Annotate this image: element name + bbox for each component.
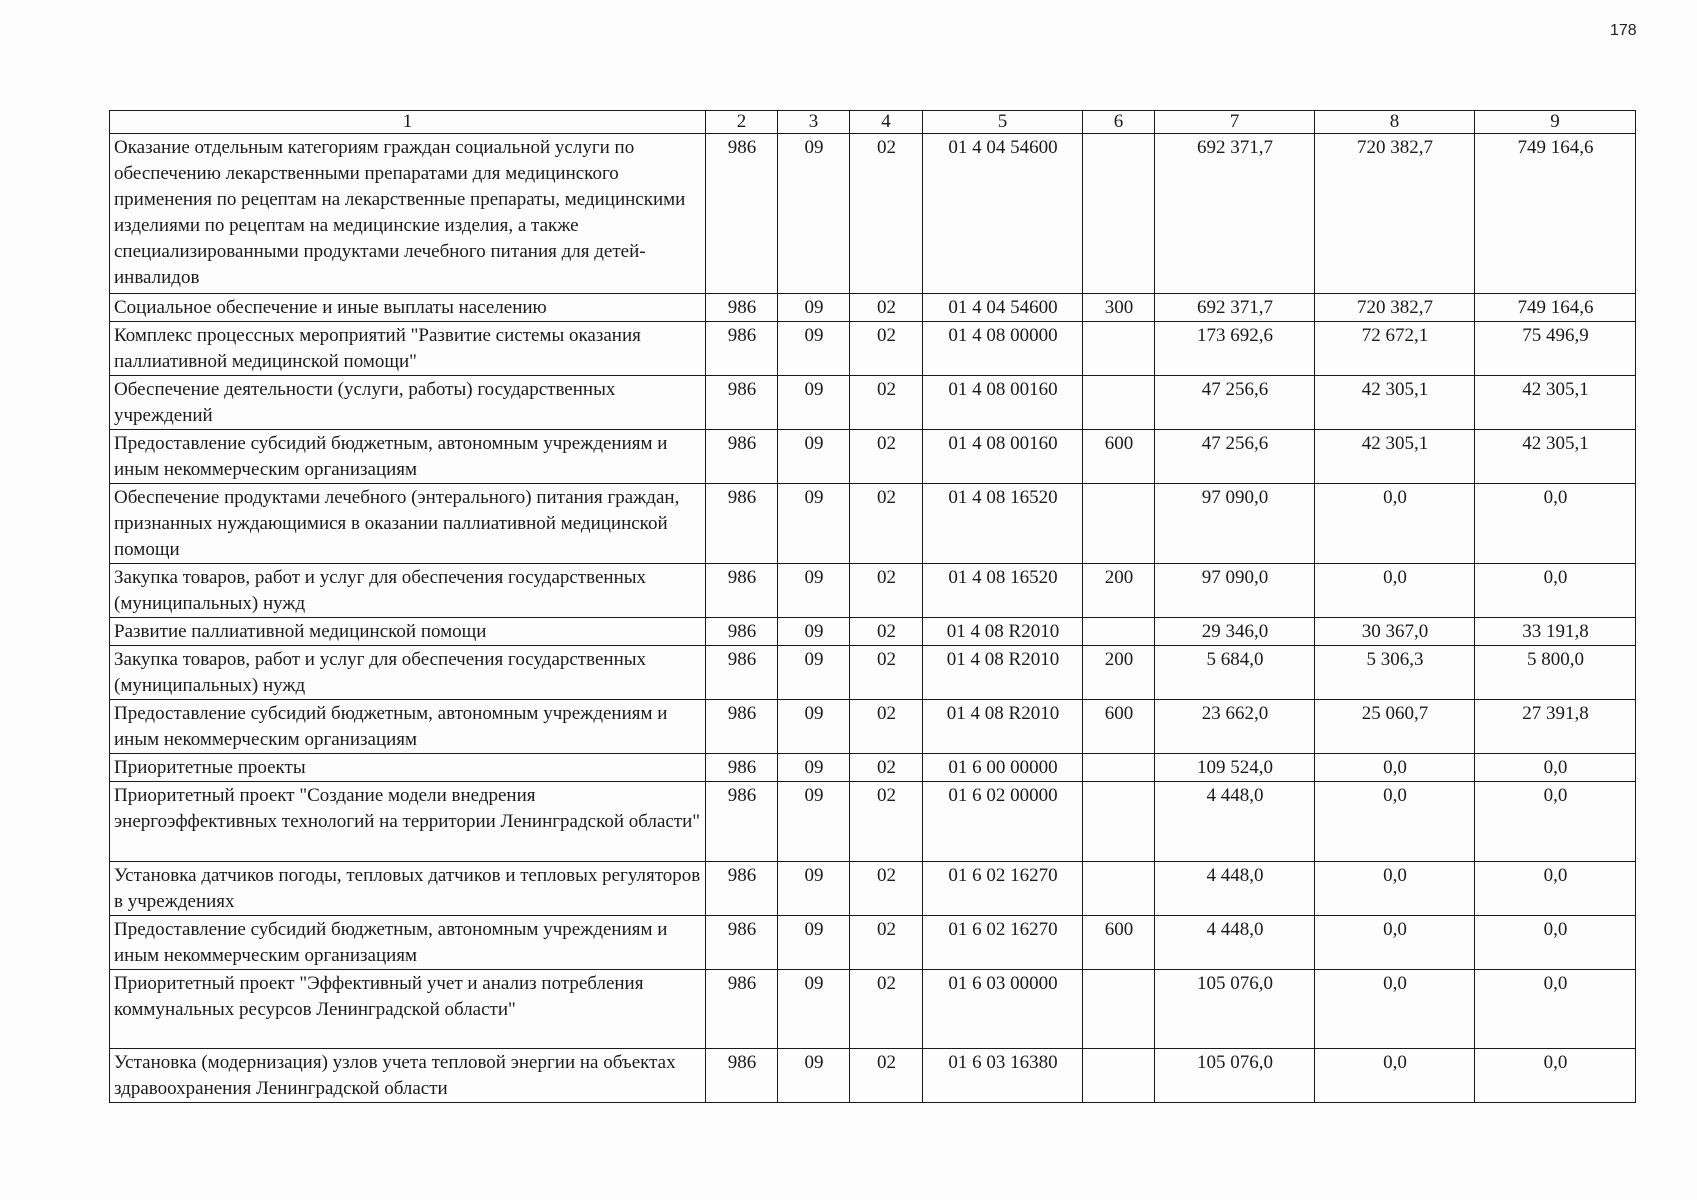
row-name: Приоритетный проект "Эффективный учет и анализ потребления коммунальных ресурсов Ленинградской области"	[110, 970, 706, 1049]
cell-code-4: 02	[850, 916, 923, 970]
cell-amount-7: 692 371,7	[1155, 134, 1315, 294]
cell-amount-8: 0,0	[1315, 484, 1475, 564]
cell-amount-8: 720 382,7	[1315, 294, 1475, 322]
cell-amount-8: 0,0	[1315, 564, 1475, 618]
cell-code-4: 02	[850, 134, 923, 294]
cell-code-2: 986	[706, 970, 778, 1049]
cell-code-2: 986	[706, 700, 778, 754]
cell-code-3: 09	[778, 376, 850, 430]
cell-amount-9: 5 800,0	[1475, 646, 1636, 700]
table-row	[110, 782, 1636, 862]
table-row	[110, 700, 1636, 754]
cell-code-2: 986	[706, 430, 778, 484]
cell-code-6	[1083, 134, 1155, 294]
cell-code-5: 01 4 08 R2010	[923, 618, 1083, 646]
cell-code-3: 09	[778, 862, 850, 916]
cell-code-2: 986	[706, 618, 778, 646]
cell-amount-7: 47 256,6	[1155, 430, 1315, 484]
cell-code-2: 986	[706, 294, 778, 322]
cell-amount-8: 0,0	[1315, 862, 1475, 916]
cell-code-6	[1083, 322, 1155, 376]
cell-amount-7: 29 346,0	[1155, 618, 1315, 646]
cell-amount-9: 0,0	[1475, 782, 1636, 862]
cell-amount-9: 0,0	[1475, 970, 1636, 1049]
cell-code-2: 986	[706, 782, 778, 862]
cell-amount-7: 97 090,0	[1155, 564, 1315, 618]
cell-code-2: 986	[706, 646, 778, 700]
cell-amount-8: 42 305,1	[1315, 430, 1475, 484]
cell-code-6: 200	[1083, 646, 1155, 700]
table-row	[110, 134, 1636, 294]
cell-code-5: 01 6 00 00000	[923, 754, 1083, 782]
cell-amount-7: 692 371,7	[1155, 294, 1315, 322]
cell-code-3: 09	[778, 322, 850, 376]
cell-code-4: 02	[850, 322, 923, 376]
cell-amount-8: 0,0	[1315, 754, 1475, 782]
table-row	[110, 376, 1636, 430]
column-header: 8	[1315, 111, 1475, 134]
cell-code-4: 02	[850, 754, 923, 782]
cell-amount-9: 0,0	[1475, 862, 1636, 916]
cell-amount-7: 47 256,6	[1155, 376, 1315, 430]
table-row	[110, 1049, 1636, 1103]
row-name: Развитие паллиативной медицинской помощи	[110, 618, 706, 646]
table-row	[110, 430, 1636, 484]
cell-amount-8: 0,0	[1315, 782, 1475, 862]
cell-amount-8: 0,0	[1315, 970, 1475, 1049]
cell-code-3: 09	[778, 646, 850, 700]
row-name: Обеспечение деятельности (услуги, работы) государственных учреждений	[110, 376, 706, 430]
cell-code-4: 02	[850, 782, 923, 862]
column-header: 3	[778, 111, 850, 134]
cell-code-6	[1083, 970, 1155, 1049]
cell-code-5: 01 6 02 00000	[923, 782, 1083, 862]
budget-table	[109, 110, 1636, 1103]
row-name: Обеспечение продуктами лечебного (энтерального) питания граждан, признанных нуждающимися в оказании паллиативной медицинской помощи	[110, 484, 706, 564]
cell-code-3: 09	[778, 782, 850, 862]
cell-code-2: 986	[706, 862, 778, 916]
cell-code-6	[1083, 484, 1155, 564]
cell-amount-9: 0,0	[1475, 916, 1636, 970]
cell-code-4: 02	[850, 862, 923, 916]
cell-code-5: 01 6 03 16380	[923, 1049, 1083, 1103]
cell-amount-7: 105 076,0	[1155, 1049, 1315, 1103]
cell-code-3: 09	[778, 700, 850, 754]
column-header: 7	[1155, 111, 1315, 134]
column-header: 4	[850, 111, 923, 134]
cell-code-3: 09	[778, 916, 850, 970]
table-row	[110, 970, 1636, 1049]
cell-amount-9: 27 391,8	[1475, 700, 1636, 754]
cell-code-4: 02	[850, 700, 923, 754]
cell-amount-9: 749 164,6	[1475, 294, 1636, 322]
cell-code-2: 986	[706, 134, 778, 294]
table-row	[110, 646, 1636, 700]
row-name: Предоставление субсидий бюджетным, автономным учреждениям и иным некоммерческим организациям	[110, 916, 706, 970]
cell-code-6	[1083, 376, 1155, 430]
cell-code-4: 02	[850, 564, 923, 618]
row-name: Приоритетные проекты	[110, 754, 706, 782]
cell-code-3: 09	[778, 484, 850, 564]
cell-amount-9: 0,0	[1475, 564, 1636, 618]
cell-code-2: 986	[706, 376, 778, 430]
column-header: 9	[1475, 111, 1636, 134]
cell-code-4: 02	[850, 646, 923, 700]
cell-code-6: 600	[1083, 916, 1155, 970]
cell-amount-7: 4 448,0	[1155, 862, 1315, 916]
row-name: Установка датчиков погоды, тепловых датчиков и тепловых регуляторов в учреждениях	[110, 862, 706, 916]
cell-code-3: 09	[778, 1049, 850, 1103]
row-name: Оказание отдельным категориям граждан социальной услуги по обеспечению лекарственными препаратами для медицинского применения по рецептам на лекарственные препараты, медицинскими изделиями по рецептам на медицинские изделия, а также специализированными продуктами лечебного питания для детей-инвалидов	[110, 134, 706, 294]
cell-code-5: 01 4 08 16520	[923, 564, 1083, 618]
cell-code-2: 986	[706, 484, 778, 564]
cell-code-4: 02	[850, 294, 923, 322]
cell-amount-9: 749 164,6	[1475, 134, 1636, 294]
cell-amount-8: 72 672,1	[1315, 322, 1475, 376]
cell-code-5: 01 4 04 54600	[923, 294, 1083, 322]
row-name: Закупка товаров, работ и услуг для обеспечения государственных (муниципальных) нужд	[110, 646, 706, 700]
cell-code-5: 01 6 02 16270	[923, 916, 1083, 970]
cell-code-6	[1083, 618, 1155, 646]
cell-code-5: 01 4 08 R2010	[923, 700, 1083, 754]
cell-code-6	[1083, 862, 1155, 916]
cell-amount-7: 97 090,0	[1155, 484, 1315, 564]
cell-code-2: 986	[706, 322, 778, 376]
cell-code-5: 01 4 08 00160	[923, 430, 1083, 484]
cell-amount-7: 105 076,0	[1155, 970, 1315, 1049]
column-header: 6	[1083, 111, 1155, 134]
cell-amount-8: 0,0	[1315, 1049, 1475, 1103]
column-header: 5	[923, 111, 1083, 134]
cell-amount-8: 30 367,0	[1315, 618, 1475, 646]
table-row	[110, 322, 1636, 376]
table-row	[110, 862, 1636, 916]
table-row	[110, 754, 1636, 782]
cell-code-3: 09	[778, 618, 850, 646]
cell-code-4: 02	[850, 1049, 923, 1103]
cell-amount-8: 42 305,1	[1315, 376, 1475, 430]
row-name: Закупка товаров, работ и услуг для обеспечения государственных (муниципальных) нужд	[110, 564, 706, 618]
cell-amount-7: 109 524,0	[1155, 754, 1315, 782]
cell-amount-9: 75 496,9	[1475, 322, 1636, 376]
cell-amount-8: 5 306,3	[1315, 646, 1475, 700]
table-row	[110, 294, 1636, 322]
row-name: Предоставление субсидий бюджетным, автономным учреждениям и иным некоммерческим организациям	[110, 700, 706, 754]
row-name: Комплекс процессных мероприятий "Развитие системы оказания паллиативной медицинской помощи"	[110, 322, 706, 376]
cell-amount-8: 720 382,7	[1315, 134, 1475, 294]
row-name: Установка (модернизация) узлов учета тепловой энергии на объектах здравоохранения Ленинградской области	[110, 1049, 706, 1103]
cell-code-2: 986	[706, 916, 778, 970]
cell-code-6	[1083, 1049, 1155, 1103]
cell-amount-9: 0,0	[1475, 484, 1636, 564]
cell-code-3: 09	[778, 134, 850, 294]
cell-code-5: 01 6 03 00000	[923, 970, 1083, 1049]
table-row	[110, 916, 1636, 970]
cell-amount-9: 0,0	[1475, 754, 1636, 782]
cell-code-3: 09	[778, 294, 850, 322]
cell-code-6: 300	[1083, 294, 1155, 322]
cell-code-6	[1083, 782, 1155, 862]
cell-amount-7: 23 662,0	[1155, 700, 1315, 754]
row-name: Социальное обеспечение и иные выплаты населению	[110, 294, 706, 322]
cell-code-3: 09	[778, 430, 850, 484]
cell-code-6	[1083, 754, 1155, 782]
cell-code-3: 09	[778, 970, 850, 1049]
cell-code-5: 01 4 04 54600	[923, 134, 1083, 294]
cell-code-5: 01 4 08 00160	[923, 376, 1083, 430]
cell-code-2: 986	[706, 754, 778, 782]
cell-code-4: 02	[850, 484, 923, 564]
cell-amount-9: 0,0	[1475, 1049, 1636, 1103]
cell-code-4: 02	[850, 618, 923, 646]
cell-code-3: 09	[778, 754, 850, 782]
table-row	[110, 618, 1636, 646]
cell-code-6: 600	[1083, 430, 1155, 484]
cell-code-4: 02	[850, 970, 923, 1049]
cell-code-5: 01 4 08 00000	[923, 322, 1083, 376]
cell-amount-8: 25 060,7	[1315, 700, 1475, 754]
cell-amount-7: 4 448,0	[1155, 916, 1315, 970]
cell-code-5: 01 4 08 16520	[923, 484, 1083, 564]
cell-amount-7: 173 692,6	[1155, 322, 1315, 376]
cell-code-4: 02	[850, 430, 923, 484]
cell-amount-7: 4 448,0	[1155, 782, 1315, 862]
cell-code-5: 01 4 08 R2010	[923, 646, 1083, 700]
table-row	[110, 564, 1636, 618]
cell-code-6: 200	[1083, 564, 1155, 618]
cell-amount-7: 5 684,0	[1155, 646, 1315, 700]
cell-amount-9: 33 191,8	[1475, 618, 1636, 646]
column-header: 1	[110, 111, 706, 134]
cell-code-2: 986	[706, 1049, 778, 1103]
cell-amount-8: 0,0	[1315, 916, 1475, 970]
cell-code-2: 986	[706, 564, 778, 618]
cell-code-5: 01 6 02 16270	[923, 862, 1083, 916]
cell-amount-9: 42 305,1	[1475, 430, 1636, 484]
cell-code-4: 02	[850, 376, 923, 430]
cell-amount-9: 42 305,1	[1475, 376, 1636, 430]
cell-code-6: 600	[1083, 700, 1155, 754]
page-number: 178	[1610, 22, 1637, 39]
column-header: 2	[706, 111, 778, 134]
row-name: Предоставление субсидий бюджетным, автономным учреждениям и иным некоммерческим организациям	[110, 430, 706, 484]
cell-code-3: 09	[778, 564, 850, 618]
table-row	[110, 484, 1636, 564]
table-header-row	[110, 111, 1636, 134]
row-name: Приоритетный проект "Создание модели внедрения энергоэффективных технологий на территории Ленинградской области"	[110, 782, 706, 862]
